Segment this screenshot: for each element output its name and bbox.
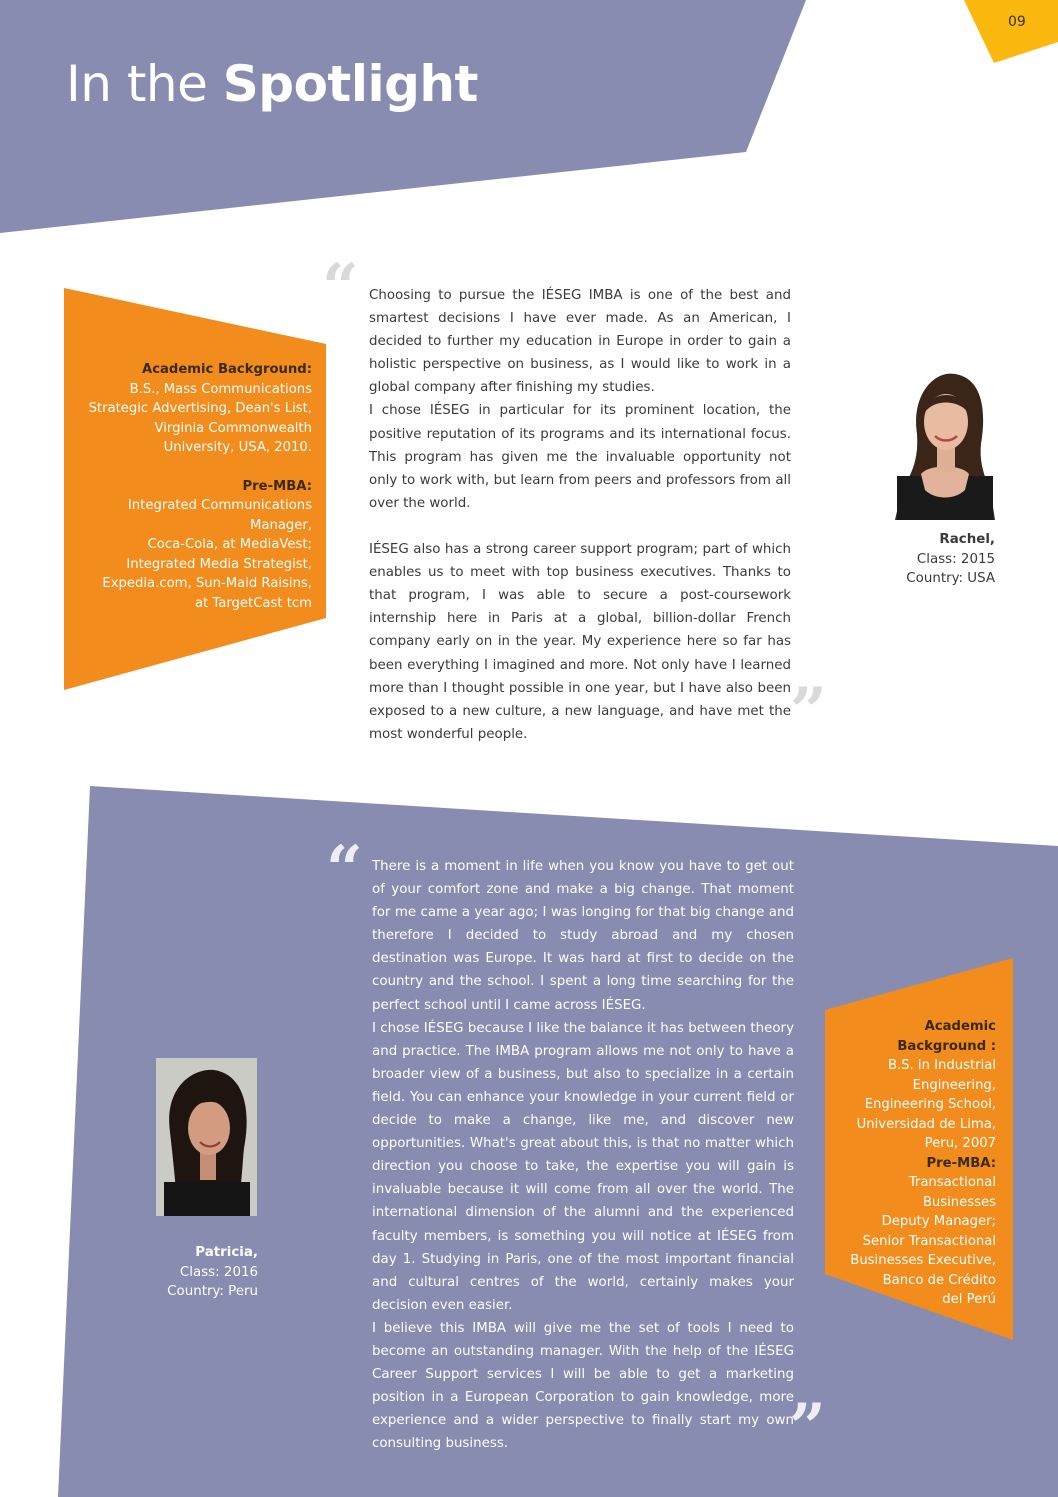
patricia-paragraph: I believe this IMBA will give me the set of tools I need to become an outstanding manager. With the help of the IÉSEG Career Support services I will be able to get a marketing position in a European Corporation to gain knowledge, more experience and a wider perspective to finally start my own consulting business. bbox=[372, 1320, 794, 1452]
title-bold: Spotlight bbox=[222, 55, 478, 113]
patricia-paragraph: There is a moment in life when you know you have to get out of your comfort zone and make a big change. That moment for me came a year ago; I was longing for that big change and therefore I decided to study abroad and my chosen destination was Europe. It was hard at first to decide on the country and the school. I spent a long time searching for the perfect school until I came across IÉSEG. bbox=[372, 859, 794, 1013]
rachel-premba-line: Integrated Communications Manager, bbox=[127, 498, 312, 533]
rachel-background-line: Strategic Advertising, Dean's List, bbox=[88, 401, 312, 416]
patricia-class: Class: 2016 bbox=[179, 1264, 258, 1280]
rachel-background-line: Virginia Commonwealth bbox=[154, 420, 312, 436]
rachel-premba-line: Coca-Cola, at MediaVest; bbox=[147, 537, 312, 552]
rachel-name: Rachel, bbox=[939, 532, 995, 547]
header-banner bbox=[0, 0, 806, 233]
patricia-portrait-image bbox=[156, 1058, 257, 1216]
rachel-photo bbox=[895, 364, 995, 520]
patricia-background-line: Peru, 2007 bbox=[924, 1136, 996, 1151]
title-light: In the bbox=[66, 55, 223, 113]
patricia-background-line: Engineering School, bbox=[864, 1097, 996, 1112]
rachel-profile-text bbox=[70, 360, 312, 613]
page-number: 09 bbox=[1008, 14, 1026, 30]
patricia-premba-line: del Perú bbox=[942, 1292, 996, 1307]
patricia-premba-line: Senior Transactional bbox=[862, 1233, 996, 1249]
patricia-background-heading: Academic bbox=[924, 1019, 996, 1034]
page-title bbox=[66, 52, 478, 116]
patricia-country: Country: Peru bbox=[167, 1284, 258, 1299]
rachel-background-line: B.S., Mass Communications bbox=[129, 381, 312, 397]
rachel-paragraph: I chose IÉSEG in particular for its prominent location, the positive reputation of its programs and its international focus. This program has given me the invaluable opportunity not only to work with, but learn from peers and professors from all over the world. bbox=[369, 403, 791, 511]
rachel-background-heading: Academic Background: bbox=[141, 362, 312, 377]
rachel-country: Country: USA bbox=[906, 571, 995, 586]
rachel-paragraph: IÉSEG also has a strong career support program; part of which enables us to meet with top business executives. Thanks to that program, I was able to secure a post-coursework internship here in Paris at a global, billion-dollar French company early on in the year. My experience here so far has been everything I imagined and more. Not only have I learned more than I thought possible in one year, but I have also been exposed to a new culture, a new language, and have met the most wonderful people. bbox=[369, 542, 791, 742]
patricia-caption bbox=[120, 1243, 258, 1302]
patricia-premba-heading: Pre-MBA: bbox=[926, 1155, 996, 1171]
patricia-background-line: Engineering, bbox=[912, 1077, 996, 1093]
rachel-background-line: University, USA, 2010. bbox=[163, 440, 312, 455]
patricia-close-quote-mark: ” bbox=[789, 1390, 826, 1465]
patricia-premba-line: Banco de Crédito bbox=[882, 1272, 996, 1288]
patricia-background-heading: Background : bbox=[897, 1038, 996, 1054]
rachel-paragraph: Choosing to pursue the IÉSEG IMBA is one of the best and smartest decisions I have ever made. As an American, I decided to further my education in Europe in order to gain a holistic perspective on business, as I would like to work in a global company after finishing my studies. bbox=[369, 288, 791, 396]
page-number-tab bbox=[964, 0, 1058, 63]
patricia-photo bbox=[156, 1058, 257, 1216]
rachel-portrait-image bbox=[895, 364, 995, 520]
patricia-background-line: Universidad de Lima, bbox=[856, 1116, 996, 1132]
rachel-close-quote-mark: ” bbox=[790, 674, 827, 749]
patricia-open-quote-mark: “ bbox=[326, 832, 363, 907]
rachel-premba-line: Integrated Media Strategist, bbox=[126, 556, 312, 572]
patricia-name: Patricia, bbox=[195, 1245, 258, 1260]
rachel-class: Class: 2015 bbox=[916, 551, 995, 567]
rachel-testimonial bbox=[369, 284, 791, 746]
patricia-premba-line: Businesses Executive, bbox=[850, 1253, 996, 1268]
patricia-background-line: B.S. in Industrial bbox=[887, 1058, 996, 1073]
patricia-paragraph: I chose IÉSEG because I like the balance it has between theory and practice. The IMBA program allows me not only to have a broader view of a business, but also to specialize in a certain field. You can enhance your knowledge in your current field or decide to make a change, like me, and discover new opportunities. What's great about this, is that no matter which direction you choose to take, the expertise you will gain is invaluable because it will come from all over the world. The international dimension of the alumni and the experienced faculty members, is something you will notice at IÉSEG from day 1. Studying in Paris, one of the most important financial and cultural centres of the world, certainly makes your decision even easier. bbox=[372, 1020, 794, 1313]
rachel-premba-line: Expedia.com, Sun-Maid Raisins, bbox=[102, 576, 312, 591]
patricia-profile-text bbox=[832, 1017, 996, 1310]
patricia-premba-line: Transactional Businesses bbox=[908, 1175, 996, 1210]
patricia-premba-line: Deputy Manager; bbox=[881, 1214, 996, 1229]
patricia-testimonial bbox=[372, 855, 794, 1455]
rachel-premba-heading: Pre-MBA: bbox=[242, 478, 312, 494]
rachel-premba-line: at TargetCast tcm bbox=[194, 595, 312, 611]
rachel-open-quote-mark: “ bbox=[322, 250, 359, 325]
rachel-caption bbox=[860, 530, 995, 589]
